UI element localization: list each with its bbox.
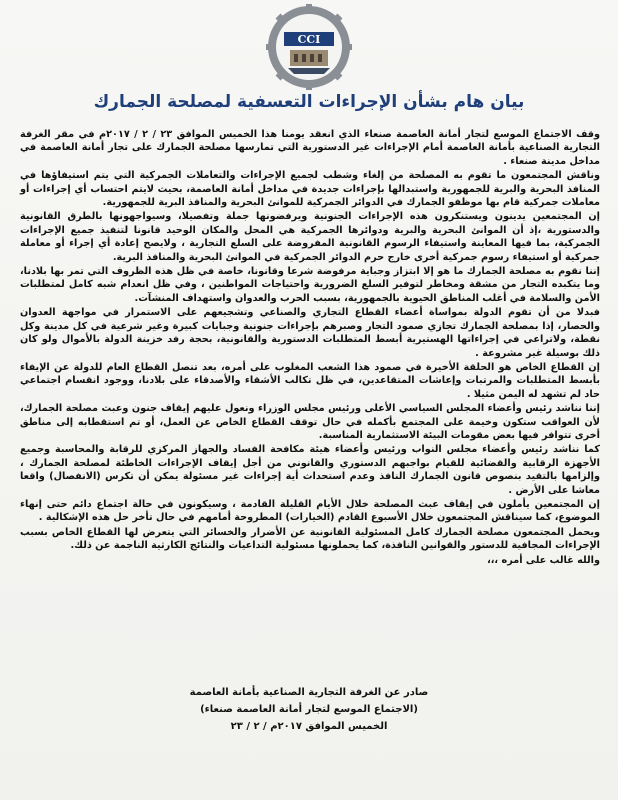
paragraph: إن المجتمعين يأملون في إيقاف عبث المصلحة خلال الأيام القليلة القادمة ، وسيكونون في حالة اجتماع دائم حتى إنهاء الموضوع، كما سيناقش المجتمعون خلال الأسبوع القادم (الخيارات) المطروحة أمامهم في حال تأخر حل هذه الإشكالية . <box>20 498 600 524</box>
statement-body <box>20 128 600 568</box>
paragraph: إن المجتمعين يدينون ويستنكرون هذه الإجراءات الجنونية ويرفضونها جملة وتفصيلا، وسيواجهونها بالطرق القانونية والدستورية ،إذ أن الموانئ البحرية والبرية ودوائرها الجمركية هي المحل والمكان الوحيد قانونا لتنفيذ جميع الإجراءات الجمركية، بما فيها المعاينة واستيفاء الرسوم القانونية المفروضة على السلع التجارية ، ولايصح إعادة أي إجراء أو معاملة جمركية أو استيفاء رسوم جمركية أخرى خارج حرم الدوائر الجمركية في الموانئ البحرية والمنافذ البرية. <box>20 211 600 263</box>
logo-text: CCI <box>297 33 321 46</box>
paragraph: إن القطاع الخاص هو الحلقة الأخيرة في صمود هذا الشعب المغلوب على أمره، بعد تنصل القطاع العام للدولة عن الإيفاء بأبسط المتطلبات والمرتبات وإعاشات المتقاعدين، في ظل تكالب الأشقاء والأصدقاء على بلادنا، ووجود انقسام اجتماعي حاد لم تشهد له اليمن مثيلا . <box>20 361 600 400</box>
paragraph: إننا نناشد رئيس وأعضاء المجلس السياسي الأعلى ورئيس مجلس الوزراء ونعول عليهم إيقاف جنون وعبث مصلحة الجمارك، لأن العواقب ستكون وخيمة على المجتمع بأكمله في حال توقف القطاع الخاص عن العمل، أو تم استقطابه إلى مناطق أخرى تتوافر فيها بعض مقومات البيئة الاستثمارية المناسبة. <box>20 403 600 441</box>
paragraph: وناقش المجتمعون ما تقوم به المصلحة من إلغاء وشطب لجميع الإجراءات والتعاملات الجمركية التي يتم استيفاؤها في المنافذ البحرية والبرية للجمهورية واستبدالها بإجراءات جديدة في مداخل أمانة العاصمة، بحيث لايتم احتساب أي إجراءات أو معاملات جمركية قام بها موظفو الجمارك في الدوائر الجمركية للموانئ البحرية والمنافذ البرية للجمهورية. <box>20 170 600 209</box>
statement-title: بيان هام بشأن الإجراءات التعسفية لمصلحة الجمارك <box>93 92 525 112</box>
paragraph: وقف الاجتماع الموسع لتجار أمانة العاصمة صنعاء الذي انعقد يومنا هذا الخميس الموافق ٢٣ / ٢ / ٢٠١٧م في مقر الغرفة التجارية الصناعية بأمانة العاصمة أمام الإجراءات غير الدستورية التي تمارسها مصلحة الجمارك على تجار أمانة العاصمة في مداخل مدينة صنعاء . <box>20 129 600 167</box>
signature-meeting: (الاجتماع الموسع لتجار أمانة العاصمة صنعاء) <box>200 704 418 715</box>
paragraph: ويحمل المجتمعون مصلحة الجمارك كامل المسئولية القانونية عن الأضرار والخسائر التي يتعرض لها القطاع الخاص بسبب الإجراءات المجافية للدستور والقوانين النافذة، كما يحملونها مسئولية التداعيات والنتائج الكارثية الناجمة عن ذلك. <box>20 526 600 552</box>
paragraph: فبدلا من أن تقوم الدولة بمواساة أعضاء القطاع التجاري والصناعي وتشجيعهم على الاستمرار في مواجهة العدوان والحصار، إذا بمصلحة الجمارك تجازي صمود التجار وصبرهم بإجراءات جنونية وجبايات كبيرة وغير شرعية في كل مدينة وكل نقطة، ولاتراعي في إجراءاتها الهستيرية أبسط المتطلبات الدستورية والقانونية، بحجة رفد خزينة الدولة بالأموال ولو كان ذلك بوسيلة غير مشروعة . <box>20 307 600 359</box>
chamber-logo <box>266 4 352 90</box>
paragraph: إننا نقوم به مصلحة الجمارك ما هو إلا ابتزاز وجباية مرفوضة شرعا وقانونا، خاصة في ظل هذه الظروف التي تمر بها بلادنا، وما يتكبده التجار من مشقة ومخاطر لتوفير السلع الضرورية واحتياجات المواطنين ، وفي ظل انعدام شبه كامل لمتطلبات الأمن والسلامة في أغلب المناطق الحيوية بالجمهورية، بسبب الحرب والعدوان واستهداف المنشآت. <box>20 266 600 304</box>
signature-block <box>0 684 618 735</box>
signature-date: الخميس الموافق ٢٠١٧م / ٢ / ٢٣ <box>230 721 388 732</box>
signature-issuer: صادر عن الغرفة التجارية الصناعية بأمانة العاصمة <box>189 687 429 698</box>
ship-icon <box>288 68 330 74</box>
closing-line: والله غالب على أمره ،،، <box>487 554 600 566</box>
paragraph: كما نناشد رئيس وأعضاء مجلس النواب ورئيس وأعضاء هيئة مكافحة الفساد والجهاز المركزي للرقابة والمحاسبة وجميع الأجهزة الرقابية والقضائية للقيام بواجبهم الدستوري والقانوني من أجل إيقاف الإجراءات الخاطئة لمصلحة الجمارك ، وإلزامها بالتقيد بنصوص قانون الجمارك النافذ وعدم استحداث أية إجراءات غير مسئولة يمكن أن تكرس (الانفصال) واقعا معاشا على الأرض . <box>20 444 600 496</box>
